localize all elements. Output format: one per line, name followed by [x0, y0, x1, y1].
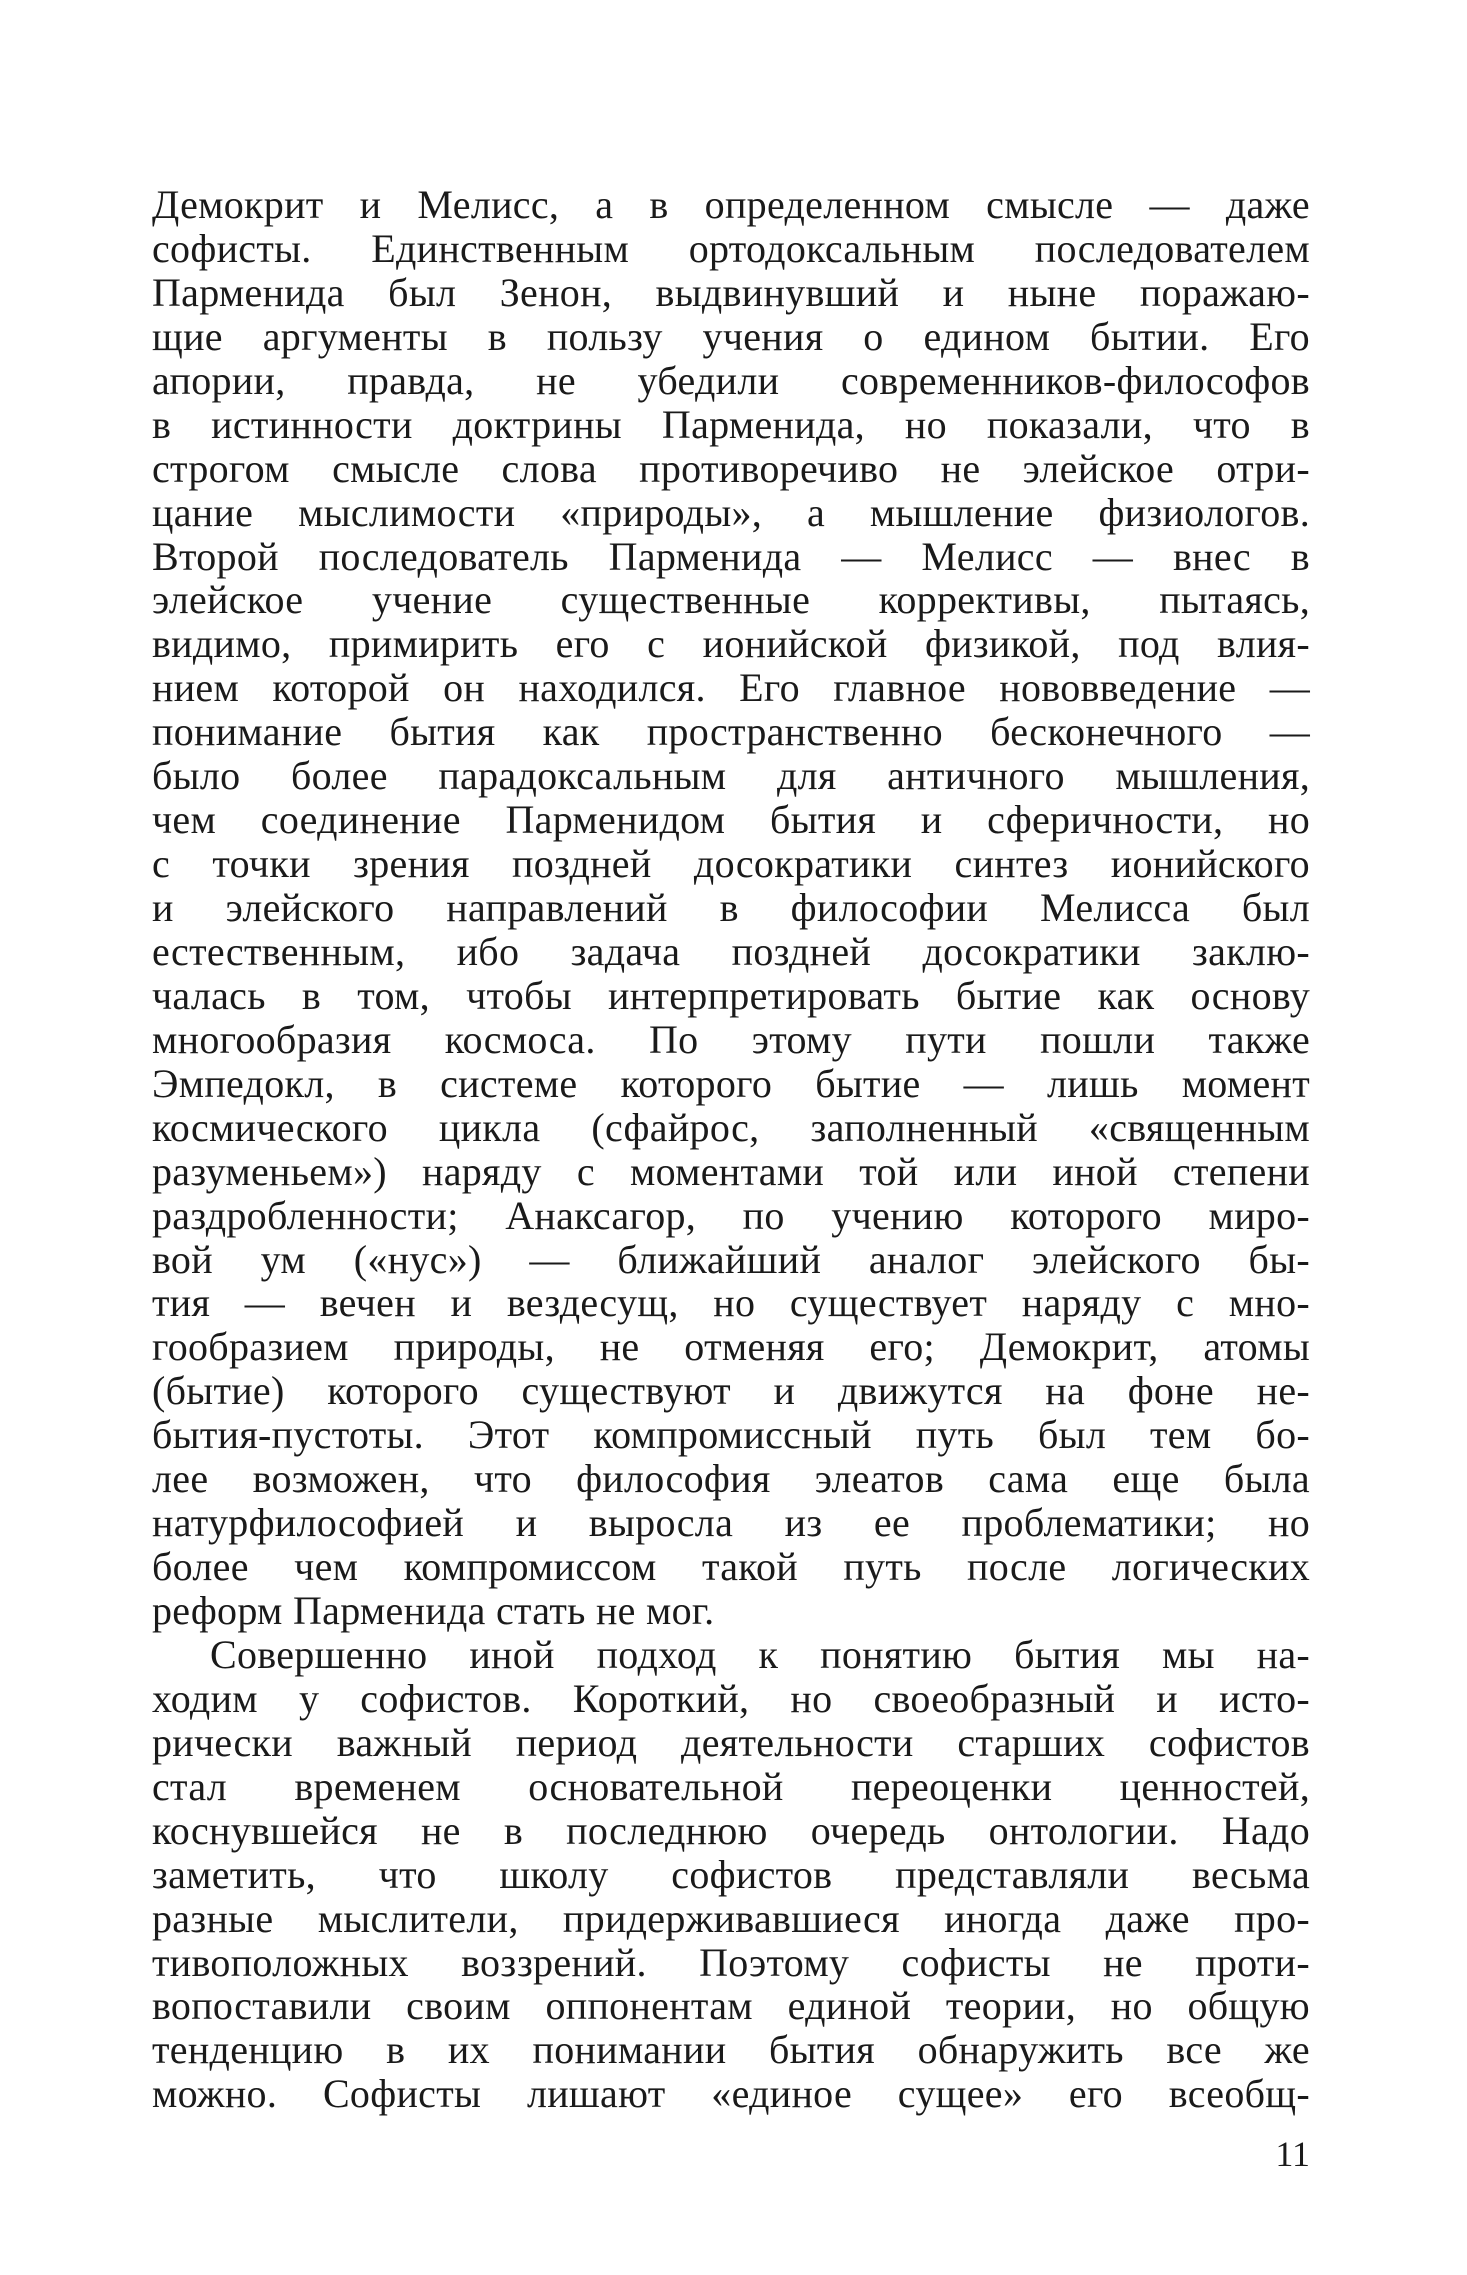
- text-line: тивоположных воззрений. Поэтому софисты не проти-: [152, 1939, 1310, 1985]
- text-line: тенденцию в их понимании бытия обнаружить все же: [152, 2027, 1310, 2073]
- text-line: элейское учение существенные коррективы, пытаясь,: [152, 577, 1310, 623]
- text-line: цание мыслимости «природы», а мышление физиологов.: [152, 489, 1310, 535]
- text-line: разуменьем») наряду с моментами той или иной степени: [152, 1148, 1310, 1194]
- text-line: раздробленности; Анаксагор, по учению которого миро-: [152, 1192, 1310, 1238]
- text-line: строгом смысле слова противоречиво не элейское отри-: [152, 445, 1310, 491]
- text-line: (бытие) которого существуют и движутся на фоне не-: [152, 1368, 1310, 1414]
- page-number: 11: [1275, 2134, 1310, 2174]
- text-line: коснувшейся не в последнюю очередь онтологии. Надо: [152, 1807, 1310, 1853]
- text-line: можно. Софисты лишают «единое сущее» его всеобщ-: [152, 2071, 1310, 2117]
- text-line: и элейского направлений в философии Мелисса был: [152, 885, 1310, 930]
- text-line: натурфилософией и выросла из ее проблематики; но: [152, 1500, 1310, 1546]
- text-line: нием которой он находился. Его главное нововведение —: [152, 665, 1310, 711]
- text-line: чем соединение Парменидом бытия и сферичности, но: [152, 797, 1310, 843]
- text-line: вой ум («нус») — ближайший аналог элейского бы-: [152, 1236, 1310, 1282]
- text-line: Демокрит и Мелисс, а в определенном смысле — даже: [152, 182, 1310, 227]
- paragraph-end-line: реформ Парменида стать не мог.: [152, 1588, 715, 1633]
- text-line: стал временем основательной переоценки ценностей,: [152, 1763, 1310, 1809]
- text-line: ходим у софистов. Короткий, но своеобразный и исто-: [152, 1675, 1310, 1721]
- text-line: видимо, примирить его с ионийской физикой, под влия-: [152, 621, 1310, 667]
- text-line: было более парадоксальным для античного мышления,: [152, 753, 1310, 799]
- text-line: лее возможен, что философия элеатов сама еще была: [152, 1456, 1310, 1502]
- text-line: чалась в том, чтобы интерпретировать бытие как основу: [152, 972, 1310, 1018]
- text-line: софисты. Единственным ортодоксальным последователем: [152, 225, 1310, 271]
- text-line: Парменида был Зенон, выдвинувший и ныне поражаю-: [152, 269, 1310, 315]
- text-line: с точки зрения поздней досократики синтез ионийского: [152, 841, 1310, 887]
- text-line: более чем компромиссом такой путь после логических: [152, 1544, 1310, 1590]
- text-line: бытия-пустоты. Этот компромиссный путь был тем бо-: [152, 1412, 1310, 1458]
- text-line: разные мыслители, придерживавшиеся иногда даже про-: [152, 1895, 1310, 1941]
- text-line: Второй последователь Парменида — Мелисс — внес в: [152, 533, 1310, 579]
- text-line: гообразием природы, не отменяя его; Демокрит, атомы: [152, 1324, 1310, 1370]
- text-line: щие аргументы в пользу учения о едином бытии. Его: [152, 313, 1310, 359]
- text-line: вопоставили своим оппонентам единой теории, но общую: [152, 1983, 1310, 2029]
- text-line: естественным, ибо задача поздней досократики заклю-: [152, 928, 1310, 974]
- text-line: Эмпедокл, в системе которого бытие — лишь момент: [152, 1060, 1310, 1106]
- body-text: [152, 183, 1310, 2116]
- paragraph-start-line: Совершенно иной подход к понятию бытия мы на-: [210, 1631, 1310, 1677]
- text-line: заметить, что школу софистов представляли весьма: [152, 1851, 1310, 1897]
- text-line: в истинности доктрины Парменида, но показали, что в: [152, 401, 1310, 447]
- text-line: апории, правда, не убедили современников-философов: [152, 357, 1310, 403]
- text-line: тия — вечен и вездесущ, но существует наряду с мно-: [152, 1280, 1310, 1326]
- text-line: рически важный период деятельности старших софистов: [152, 1719, 1310, 1765]
- text-line: многообразия космоса. По этому пути пошли также: [152, 1016, 1310, 1062]
- text-line: космического цикла (сфайрос, заполненный «священным: [152, 1104, 1310, 1150]
- text-line: понимание бытия как пространственно бесконечного —: [152, 709, 1310, 755]
